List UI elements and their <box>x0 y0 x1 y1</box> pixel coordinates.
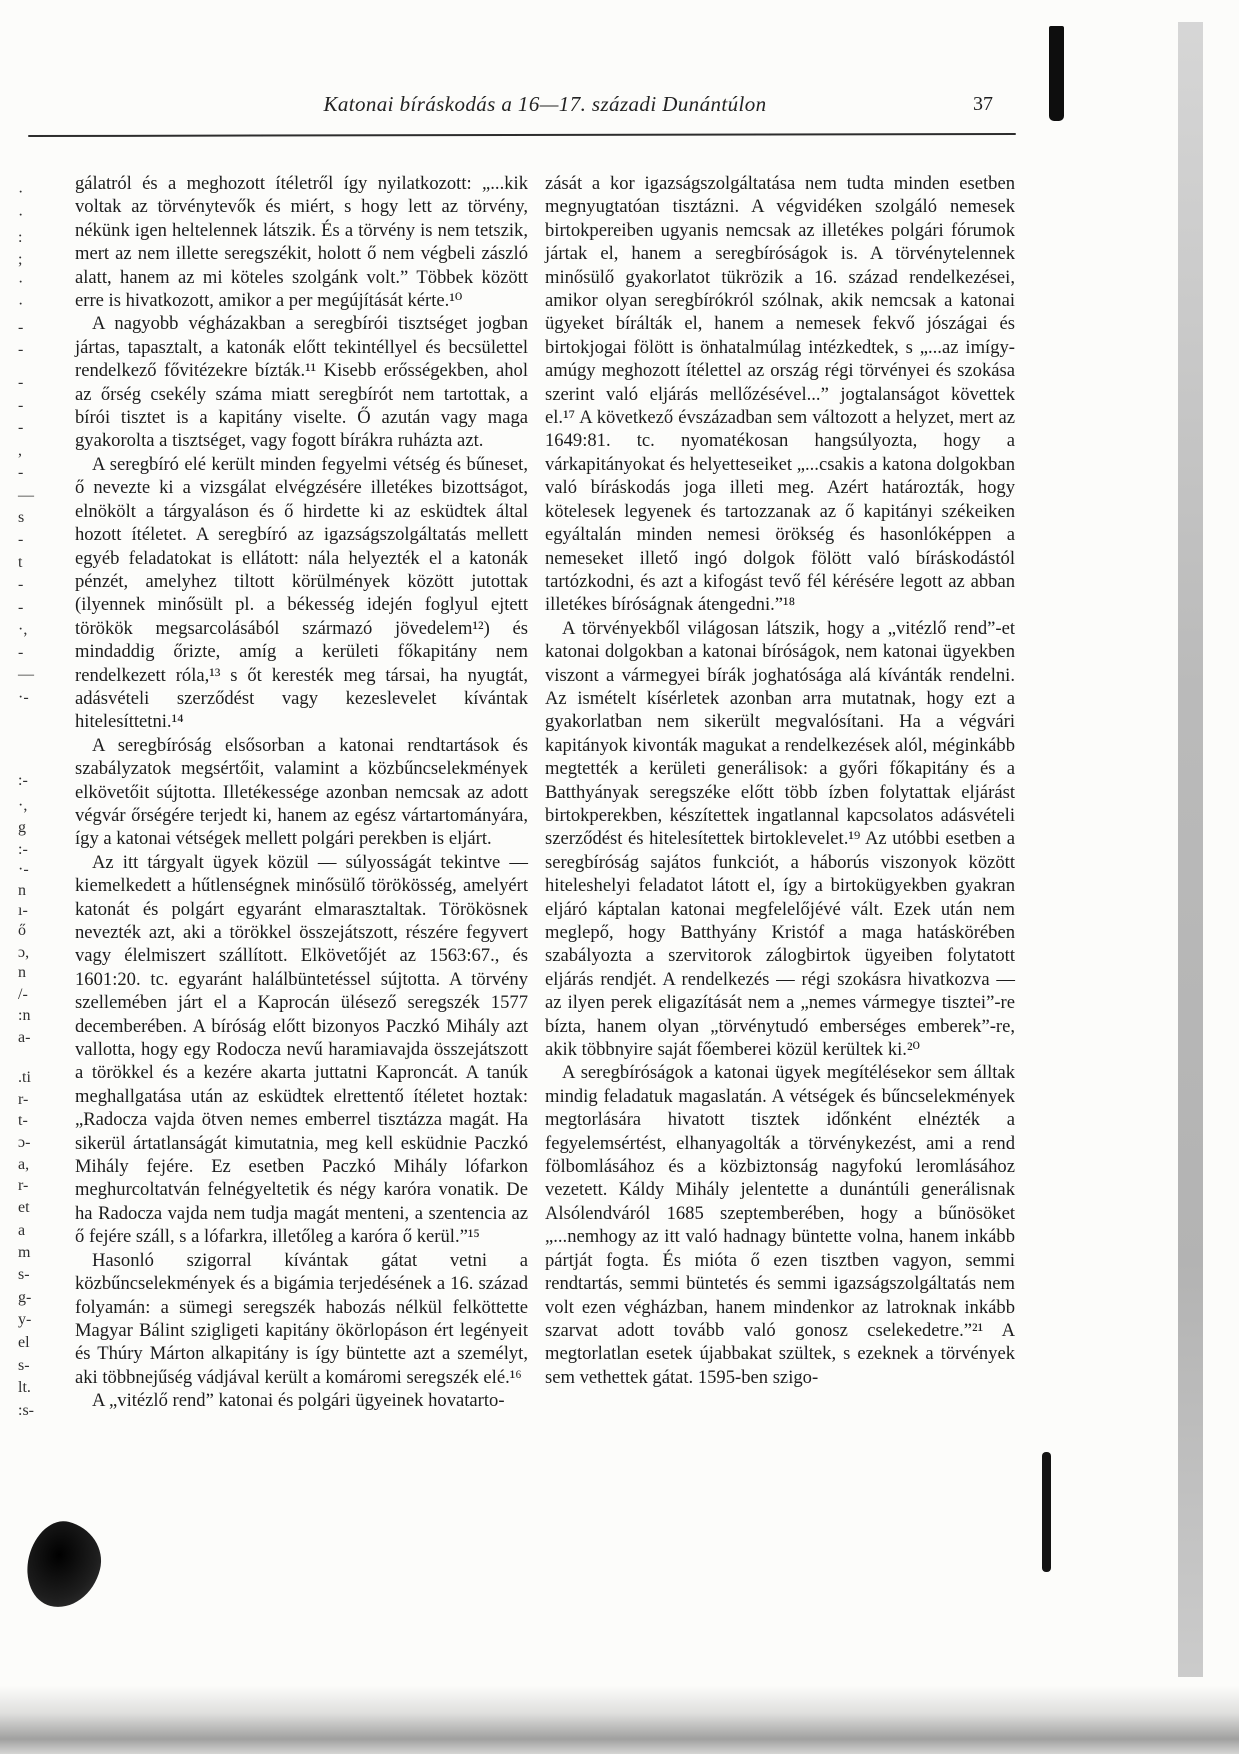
text-columns <box>75 172 1015 1413</box>
margin-fragment: : <box>18 229 23 246</box>
paragraph: A nagyobb végházakban a seregbírói tisztséget jogban jártas, tapasztalt, a katonák előtt tekintéllyel és becsülettel rendelkező fővitézekre bízták.¹¹ Kisebb erősségekben, ahol az őrség csekély száma miatt seregbírót nem tartottak, a bírói tisztet is a kapitány viselte. Ő azután vagy maga gyakorolta a tisztséget, vagy fogott bírákra ruházta azt. <box>75 313 528 452</box>
margin-fragment: — <box>18 666 34 683</box>
page-header <box>75 92 1015 122</box>
margin-fragment: ·, <box>18 797 28 814</box>
margin-fragment: :s- <box>18 1402 34 1419</box>
margin-fragment: el <box>18 1334 30 1351</box>
margin-fragment: s <box>18 509 25 526</box>
margin-fragment: .ti <box>18 1069 31 1086</box>
margin-fragment: ·- <box>18 689 29 706</box>
margin-fragment: g <box>18 819 26 836</box>
margin-fragment: r- <box>18 1177 29 1194</box>
paragraph: zását a kor igazságszolgáltatása nem tudta minden esetben megnyugtatóan tisztázni. A végvidéken szolgáló nemesek birtokpereiben ugyanis nemcsak az illetékes polgári fórumok jártak el, hanem a seregbíróságok is. A törvénytelennek minősülő gyakorlatot tükrözik a 16. század rendelkezései, amikor olyan seregbírókról szólnak, akik nemcsak a katonai ügyeket bírálták el, hanem a nemesek fekvő jószágai és birtokjogai fölött is önhatalmúlag intézkedtek, s „...az imígy-amúgy meghozott ítélettel az ország régi törvényei és szokása szerint való eljárás mellőzésével...” jogtalanságot követtek el.¹⁷ A következő évszázadban sem változott a helyzet, mert az 1649:81. tc. nyomatékosan hangsúlyozta, hogy a várkapitányokat és helyetteseiket „...csakis a katona dolgokban való bíráskodás joga illeti meg. Azért határozták, hogy kötelesek legyenek és tartozzanak az ő kapitányi székeiken egyáltalán minden nemesi örökség és hasonlóképpen a nemeseket illető ingó dolgok fölött való bíráskodástól tartózkodni, és azt a kifogást tevő fél kérésére legott az abban illetékes bíróságnak átengedni.”¹⁸ <box>545 173 1015 616</box>
margin-fragment: a <box>18 1222 26 1239</box>
margin-fragment: - <box>18 374 24 391</box>
margin-fragment: - <box>18 419 24 436</box>
paragraph: Hasonló szigorral kívántak gátat vetni a közbűncselekmények és a bigámia terjedésének a 16. század folyamán: a sümegi seregszék habozás nélkül felköttette Magyar Bálint szigligeti kapitány ökörlopáson ért legényeit és Thúry Márton alkapitány is így büntette azt a személyt, aki többnejűség vádjával került a komáromi seregszék elé.¹⁶ <box>75 1249 528 1388</box>
margin-fragment: a- <box>18 1029 31 1046</box>
paragraph: A törvényekből világosan látszik, hogy a „vitézlő rend”-et katonai dolgokban a katonai bíróságok, nem katonai ügyekben viszont a vármegyei bírák joghatósága alá kívánták rendelni. Az ismételt kísérletek azonban arra mutatnak, hogy ezt a gyakorlatban nem sikerült megvalósítani. Ha a végvári kapitányok kivonták magukat a rendelkezések alól, méginkább megtették a kerületi generálisok: a győri főkapitány és a Batthyányak seregszéke előtt több ízben folytattak eljárást birtokperekben, készítettek ingatlannal kapcsolatos adásvételi szerződést és hitelesítettek birtoklevelet.¹⁹ Az utóbbi esetben a seregbíróság sajátos funkciót, a háborús viszonyok között hiteleshelyi feladatot látott el, így a birtokügyekben gyakran eljáró káptalan katonai megfelelőjévé vált. Ezek után nem meglepő, hogy Batthyány Kristóf a maga hatáskörében szabályozta a szervitorok zálogbirtok ügyeiben folytatott eljárás rendjét. A rendelkezés — régi szokásra hivatkozva — az ilyen perek eligazítását nem a „nemes vármegye tisztei”-re bízta, hanem olyan „törvénytudó emberséges emberek”-re, akik többnyire saját főemberei közül kerültek ki.²⁰ <box>545 617 1015 1061</box>
margin-fragment: :- <box>18 841 28 858</box>
margin-fragment: n <box>18 964 26 981</box>
margin-fragment: et <box>18 1199 30 1216</box>
paragraph: A seregbíróságok a katonai ügyek megítélésekor sem álltak mindig feladatuk magaslatán. A vétségek és bűncselekmények megtorlására hivatott tisztek időnként elnézték a fegyelemsértést, elhanyagolták a törvénykezést, ami a rend fölbomlásához és a közbiztonság nagyfokú leromlásához vezetett. Káldy Mihály jelentette a dunántúli generálisnak Alsólendváról 1685 szeptemberében, hogy a bűnösöket „...nemhogy az itt való hadnagy büntette volna, hanem inkább pártját fogta. És mióta ő ezen tisztben vagyon, semmi rendtartás, semmi büntetés és semmi igazságszolgáltatás nem volt ezen végházban, hanem mindenkor az latroknak inkább szarvat adott tovább való gonosz cselekedetre.”²¹ A megtorlatlan esetek újabbakat szültek, s ezeknek a törvények sem vethettek gátat. 1595-ben szigo- <box>545 1062 1015 1388</box>
margin-fragment: - <box>18 341 24 358</box>
margin-fragment: - <box>18 397 24 414</box>
margin-fragment: :n <box>18 1007 31 1024</box>
margin-fragment: · <box>18 296 24 313</box>
paragraph: gálatról és a meghozott ítéletről így nyilatkozott: „...kik voltak az törvénytevők és miért, s hogy lett az törvény, nékünk igen heltelennek látszik. És a törvény is nem tetszik, mert az nem illette seregszékit, holott ő nem végbeli zászló alatt, hanem az mi köteles szolgánk volt.” Többek között erre is hivatkozott, amikor a per megújítását kérte.¹⁰ <box>75 173 528 312</box>
header-rule <box>28 133 1016 137</box>
margin-fragment: ő <box>18 922 26 939</box>
margin-fragment: ı- <box>18 902 28 919</box>
margin-fragment: y- <box>18 1311 32 1328</box>
margin-fragment: ɔ- <box>18 1134 31 1151</box>
margin-fragment: , <box>18 442 22 459</box>
margin-fragment: ·- <box>18 861 29 878</box>
margin-fragment: s- <box>18 1266 30 1283</box>
running-title: Katonai bíráskodás a 16—17. századi Dunántúlon <box>323 92 767 116</box>
margin-fragment: — <box>18 487 34 504</box>
margin-fragment: - <box>18 464 24 481</box>
margin-fragment: - <box>18 644 24 661</box>
margin-fragment: s- <box>18 1357 30 1374</box>
margin-fragment: t- <box>18 1112 28 1129</box>
paragraph: A „vitézlő rend” katonai és polgári ügyeinek hovatarto- <box>92 1390 505 1412</box>
margin-fragment: - <box>18 319 24 336</box>
scan-edge-shadow-bottom <box>0 1686 1239 1754</box>
paragraph: A seregbíró elé került minden fegyelmi vétség és bűneset, ő nevezte ki a vizsgálat elvégzésére illetékes bizottságot, elnökölt a tárgyaláson és ő hirdette ki az esküdtek által hozott ítéletet. A seregbíró az igazságszolgáltatás mellett egyéb feladatokat is ellátott: nála helyezték el a katonák pénzét, amelyhez tiltott körülmények között jutottak (ilyennek minősült pl. a békesség idején foglyul ejtett törökök megsarcolásából származó jövedelem¹²) és mindaddig őrizte, amíg a kerületi főkapitány nem rendelkezett róla,¹³ s őt keresték meg társai, ha nyugtát, adásvételi szerződést vagy kezeslevelet kívántak hitelesíttetni.¹⁴ <box>75 453 528 733</box>
margin-fragment: t <box>18 554 23 571</box>
margin-fragment: - <box>18 531 24 548</box>
margin-fragment: ·, <box>18 621 28 638</box>
margin-fragment: · <box>18 184 24 201</box>
scan-edge-shadow-right <box>1178 22 1203 1677</box>
margin-fragment: n <box>18 882 26 899</box>
margin-fragment: lt. <box>18 1379 31 1396</box>
right-column <box>545 172 1015 1413</box>
paragraph: Az itt tárgyalt ügyek közül — súlyosságát tekintve — kiemelkedett a hűtlenségnek minősülő törökösség, amelyért katonát és polgárt egyaránt elmarasztaltak. Törökösnek nevezték azt, aki a törökkel összejátszott, részére fegyvert vagy élelmiszert szállított. Elkövetőjét az 1563:67., és 1601:20. tc. egyaránt halálbüntetéssel sújtotta. A törvény szellemében járt el a Kaprocán ülésező seregszék 1577 decemberében. A bíróság előtt bizonyos Paczkó Mihály azt vallotta, hogy egy Rodocza nevű haramiavajda összejátszott a törökkel és a kezére akarta juttatni Kaproncát. A tanúk meghallgatása után az esküdtek elrettentő ítéletet hoztak: „Radocza vajda ötven nemes emberrel tisztázza magát. Ha sikerül ártatlanságát kimutatnia, meg kell esküdnie Paczkó Mihály fejére. Ez esetben Paczkó Mihály lófarkon meghurcoltatván felnégyeltetik és négy karóra vonatik. De ha Radocza vajda nem tudja magát menteni, a szentencia az ő fejére száll, s a lófarkra, illetőleg a karóra ő kerül.”¹⁵ <box>75 851 528 1248</box>
margin-fragment: · <box>18 274 24 291</box>
page-number: 37 <box>973 93 993 115</box>
margin-fragment: - <box>18 576 24 593</box>
margin-fragment: m <box>18 1244 31 1261</box>
paragraph: A seregbíróság elsősorban a katonai rendtartások és szabályzatok megsértőit, valamint a közbűncselekmények elkövetőit sújtotta. Illetékessége azonban nemcsak az adott végvár őrségére terjedt ki, hanem az egész vártartományára, így a katonai vétségek mellett polgári perekben is eljárt. <box>75 734 528 850</box>
scan-blob-bottom-left <box>19 1515 110 1616</box>
margin-fragment: g- <box>18 1289 32 1306</box>
margin-fragment: a, <box>18 1156 30 1173</box>
margin-fragment: r- <box>18 1091 29 1108</box>
margin-fragment: /- <box>18 986 28 1003</box>
scan-mark-right-lower <box>1042 1452 1051 1572</box>
margin-fragment: ɔ, <box>18 944 30 961</box>
margin-fragment: - <box>18 599 24 616</box>
margin-fragment: :- <box>18 772 28 789</box>
scan-mark-top-right <box>1049 26 1064 121</box>
margin-fragment: ; <box>18 251 23 268</box>
left-column <box>75 172 528 1413</box>
margin-fragment: · <box>18 207 24 224</box>
